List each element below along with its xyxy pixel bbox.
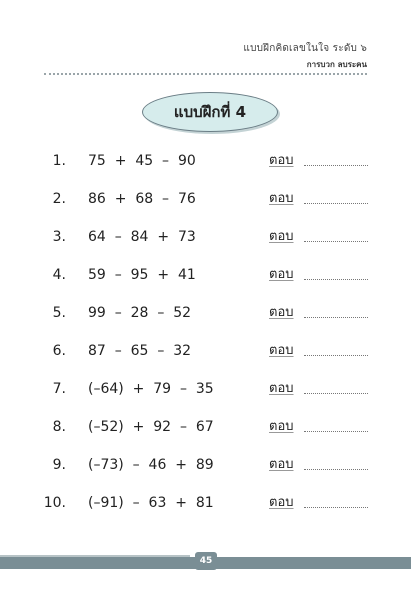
problem-row — [0, 302, 411, 324]
answer-blank[interactable] — [304, 165, 368, 166]
answer-label: ตอบ — [269, 305, 294, 320]
exercise-title: แบบฝึกที่ 4 — [173, 103, 247, 121]
problem-number: 8. — [52, 419, 66, 435]
problem-number: 2. — [52, 191, 66, 207]
problem-row — [0, 416, 411, 438]
problem-number: 3. — [52, 229, 66, 245]
answer-label: ตอบ — [269, 267, 294, 282]
answer-blank[interactable] — [304, 241, 368, 242]
topic-subtitle: การบวก ลบระคน — [306, 60, 367, 69]
problem-number: 6. — [52, 343, 66, 359]
answer-blank[interactable] — [304, 279, 368, 280]
answer-label: ตอบ — [269, 381, 294, 396]
problem-number: 7. — [52, 381, 66, 397]
answer-blank[interactable] — [304, 469, 368, 470]
problem-number: 4. — [52, 267, 66, 283]
problem-expression: 64 – 84 + 73 — [88, 229, 196, 245]
answer-blank[interactable] — [304, 317, 368, 318]
problem-row — [0, 264, 411, 286]
answer-label: ตอบ — [269, 457, 294, 472]
problem-expression: (–52) + 92 – 67 — [88, 419, 214, 435]
problem-expression: 87 – 65 – 32 — [88, 343, 192, 359]
problem-expression: 59 – 95 + 41 — [88, 267, 196, 283]
page-number: 45 — [199, 556, 213, 566]
problem-expression: (–64) + 79 – 35 — [88, 381, 214, 397]
problem-row — [0, 378, 411, 400]
answer-blank[interactable] — [304, 507, 368, 508]
answer-label: ตอบ — [269, 191, 294, 206]
page-number-badge — [195, 552, 217, 570]
problem-row — [0, 226, 411, 248]
problem-expression: 75 + 45 – 90 — [88, 153, 196, 169]
answer-blank[interactable] — [304, 203, 368, 204]
problem-row — [0, 188, 411, 210]
problem-number: 9. — [52, 457, 66, 473]
problem-number: 1. — [52, 153, 66, 169]
answer-blank[interactable] — [304, 355, 368, 356]
answer-label: ตอบ — [269, 343, 294, 358]
problem-number: 5. — [52, 305, 66, 321]
book-title: แบบฝึกคิดเลขในใจ ระดับ ๖ — [243, 43, 367, 54]
header-divider — [44, 73, 367, 75]
answer-blank[interactable] — [304, 431, 368, 432]
problem-row — [0, 492, 411, 514]
answer-label: ตอบ — [269, 229, 294, 244]
problem-number: 10. — [43, 495, 66, 511]
problem-row — [0, 454, 411, 476]
answer-label: ตอบ — [269, 419, 294, 434]
answer-blank[interactable] — [304, 393, 368, 394]
answer-label: ตอบ — [269, 153, 294, 168]
problem-expression: (–91) – 63 + 81 — [88, 495, 214, 511]
problem-expression: (–73) – 46 + 89 — [88, 457, 214, 473]
problem-expression: 99 – 28 – 52 — [88, 305, 192, 321]
answer-label: ตอบ — [269, 495, 294, 510]
problem-expression: 86 + 68 – 76 — [88, 191, 196, 207]
problem-row — [0, 150, 411, 172]
problem-row — [0, 340, 411, 362]
exercise-title-badge — [142, 92, 278, 132]
